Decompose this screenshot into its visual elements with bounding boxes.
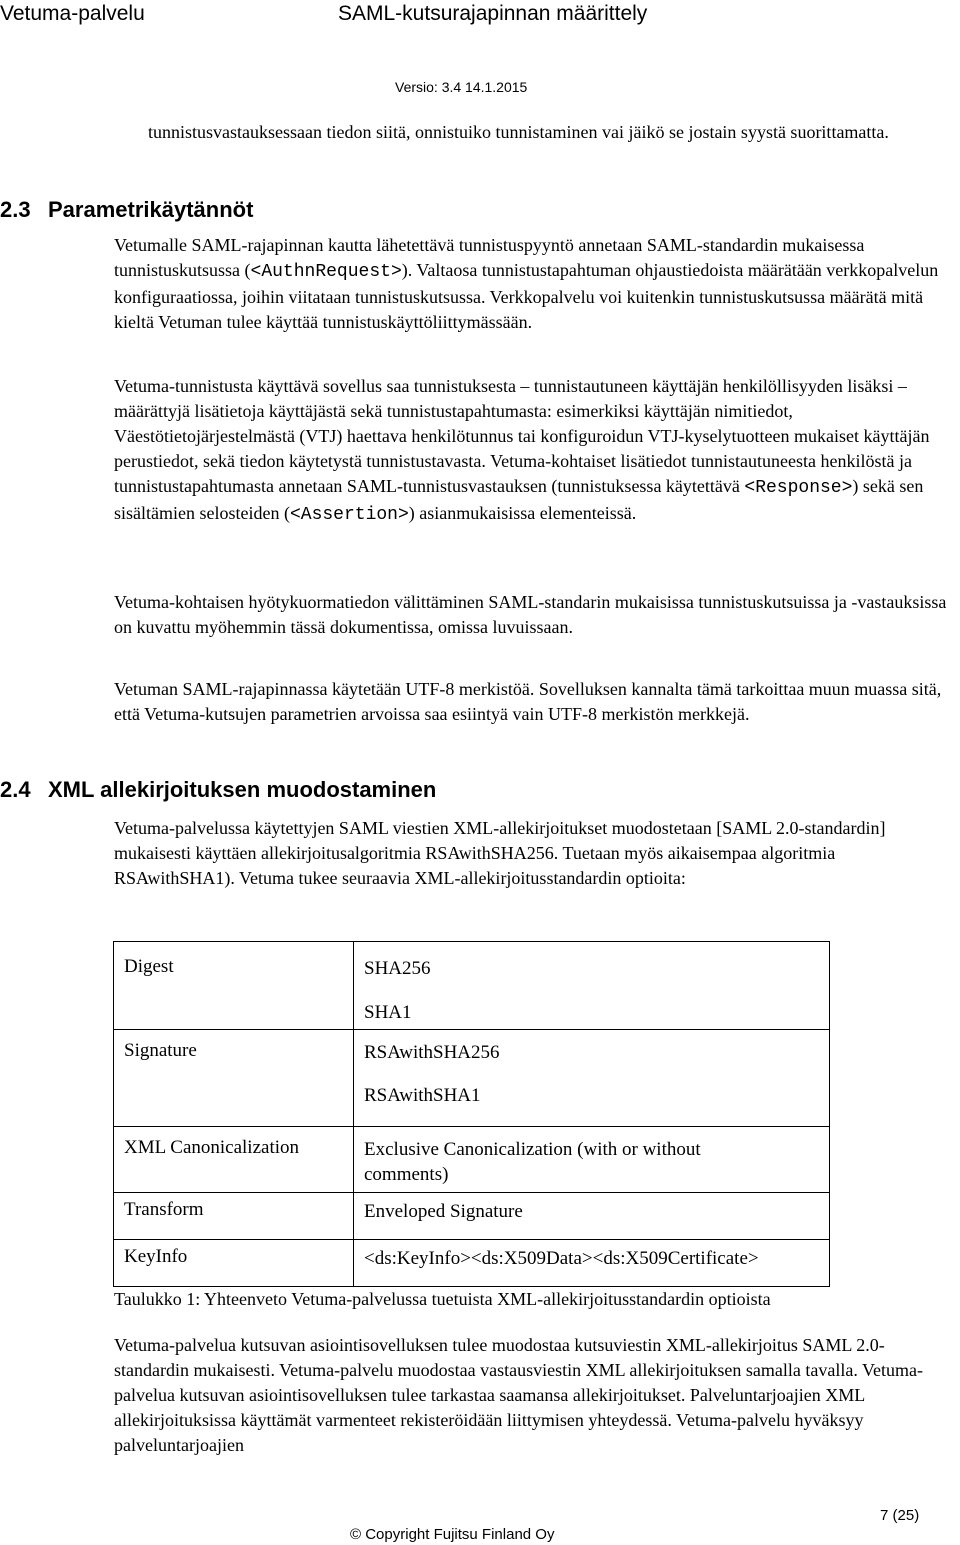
section-2-3-paragraph-3: Vetuma-kohtaisen hyötykuormatiedon välittäminen SAML-standarin mukaisissa tunnistuskutsuissa ja -vastauksissa on kuvattu myöhemmin tässä dokumentissa, omissa luvuissaan. — [114, 592, 947, 637]
section-2-4-heading — [0, 776, 436, 804]
option-label: Digest — [124, 956, 174, 977]
option-value: Exclusive Canonicalization (with or without comments) — [364, 1139, 701, 1185]
table-row — [114, 1240, 830, 1287]
table-cell-label — [114, 1240, 354, 1287]
table-cell-value — [354, 1240, 830, 1287]
table-cell-label — [114, 1127, 354, 1193]
section-2-3-paragraph-1 — [114, 233, 959, 335]
option-value: <ds:KeyInfo><ds:X509Data><ds:X509Certificate> — [364, 1248, 759, 1269]
paragraph-text: ) sekä sen sisältämien selosteiden ( — [114, 476, 924, 523]
section-2-4-paragraph-2: Vetuma-palvelua kutsuvan asiointisovelluksen tulee muodostaa kutsuviestin XML-allekirjoitus SAML 2.0-standardin mukaisesti. Vetuma-palvelu muodostaa vastausviestin XML allekirjoituksen samalla tavalla. Vetuma-palvelua kutsuvan asiointisovelluksen tulee tarkastaa saamansa allekirjoitukset. Palveluntarjoajien XML allekirjoituksissa käyttämät varmenteet rekisteröidään liittymisen yhteydessä. Vetuma-palvelu hyväksyy palveluntarjoajien — [114, 1335, 923, 1455]
table-cell-value — [354, 1193, 830, 1240]
paragraph-text: Vetuma-tunnistusta käyttävä sovellus saa tunnistuksesta – tunnistautuneen käyttäjän henkilöllisyyden lisäksi – määrättyjä lisätietoja käyttäjästä sekä tunnistustapahtumasta: esimerkiksi käyttäjän nimitiedot, Väestötietojärjestelmästä (VTJ) haettava henkilötunnus tai konfiguroidun VTJ-kyselytuotteen mukaiset käyttäjän perustiedot, sekä tiedon käytetystä tunnistustavasta. Vetuma-kohtaiset lisätiedot tunnistautuneesta henkilöstä ja tunnistustapahtumasta annetaan SAML-tunnistusvastauksen (tunnistuksessa käytettävä — [114, 376, 930, 496]
option-value: RSAwithSHA1 — [364, 1085, 481, 1106]
table-cell-label — [114, 1193, 354, 1240]
option-label: KeyInfo — [124, 1246, 188, 1267]
table-cell-value — [354, 1127, 830, 1193]
table-cell-value — [354, 942, 830, 1030]
table-cell-label — [114, 942, 354, 1030]
section-2-3-heading — [0, 196, 253, 224]
table-row — [114, 1030, 830, 1127]
inline-code: <AuthnRequest> — [250, 262, 402, 282]
option-value: Enveloped Signature — [364, 1201, 523, 1222]
paragraph-text: Vetumalle SAML-rajapinnan kautta lähetettävä tunnistuspyyntö annetaan SAML-standardin mukaisessa tunnistuskutsussa ( — [114, 235, 865, 280]
page-number: 7 (25) — [880, 1507, 920, 1524]
table-cell-label — [114, 1030, 354, 1127]
section-2-3-paragraph-2 — [114, 374, 959, 528]
table-row — [114, 942, 830, 1030]
inline-code: <Response> — [744, 478, 853, 498]
section-title: Parametrikäytännöt — [48, 197, 254, 222]
table-cell-value — [354, 1030, 830, 1127]
option-label: XML Canonicalization — [124, 1137, 299, 1158]
intro-continuation-paragraph: tunnistusvastauksessaan tiedon siitä, onnistuiko tunnistaminen vai jäikö se jostain syystä suorittamatta. — [148, 122, 889, 142]
option-value: SHA1 — [364, 1002, 412, 1023]
paragraph-text: ) asianmukaisissa elementeissä. — [408, 503, 637, 523]
section-number: 2.4 — [0, 777, 31, 802]
section-2-3-paragraph-4: Vetuman SAML-rajapinnassa käytetään UTF-8 merkistöä. Sovelluksen kannalta tämä tarkoittaa muun muassa sitä, että Vetuma-kutsujen parametrien arvoissa saa esiintyä vain UTF-8 merkistön merkkejä. — [114, 679, 942, 724]
table-row — [114, 1127, 830, 1193]
header-product-name: Vetuma-palvelu — [0, 2, 145, 25]
signature-options-table — [113, 941, 830, 1287]
header-document-title: SAML-kutsurajapinnan määrittely — [338, 2, 648, 25]
footer-copyright: © Copyright Fujitsu Finland Oy — [350, 1526, 555, 1543]
table-row — [114, 1193, 830, 1240]
section-2-4-paragraph-1: Vetuma-palvelussa käytettyjen SAML viestien XML-allekirjoitukset muodostetaan [SAML 2.0-standardin] mukaisesti käyttäen allekirjoitusalgoritmia RSAwithSHA256. Tuetaan myös aikaisempaa algoritmia RSAwithSHA1). Vetuma tukee seuraavia XML-allekirjoitusstandardin optioita: — [114, 818, 886, 888]
header-version: Versio: 3.4 14.1.2015 — [395, 79, 528, 95]
table-caption: Taulukko 1: Yhteenveto Vetuma-palvelussa tuetuista XML-allekirjoitusstandardin optioista — [114, 1289, 771, 1309]
option-label: Signature — [124, 1040, 197, 1061]
option-value: RSAwithSHA256 — [364, 1042, 500, 1063]
section-number: 2.3 — [0, 197, 31, 222]
option-value: SHA256 — [364, 958, 431, 979]
inline-code: <Assertion> — [289, 505, 409, 525]
paragraph-text: ). Valtaosa tunnistustapahtuman ohjaustiedoista määrätään verkkopalvelun konfiguraatiossa, joihin viitataan tunnistuskutsussa. Verkkopalvelu voi kuitenkin tunnistuskutsussa määrätä mitä kieltä Vetuman tulee käyttää tunnistuskäyttöliittymässään. — [114, 260, 939, 332]
option-label: Transform — [124, 1199, 204, 1220]
section-title: XML allekirjoituksen muodostaminen — [48, 777, 437, 802]
